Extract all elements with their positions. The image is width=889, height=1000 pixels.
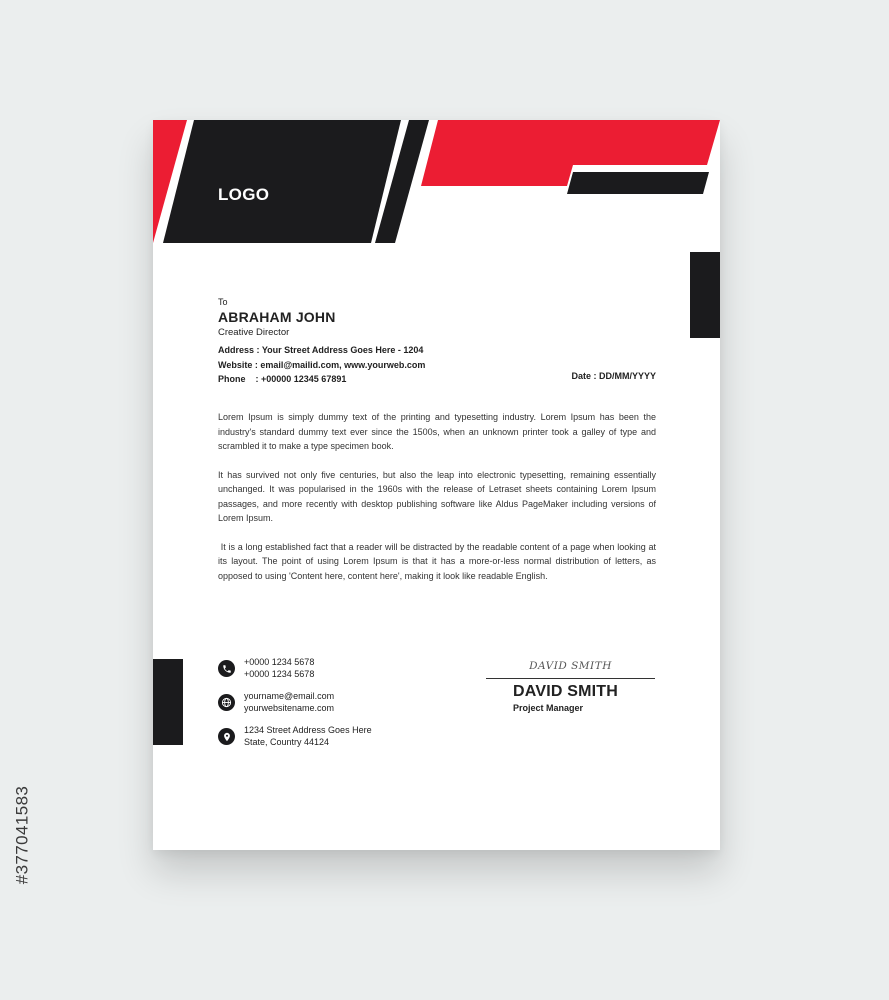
letter-body bbox=[218, 410, 659, 597]
contact-address-line: State, Country 44124 bbox=[244, 737, 330, 747]
phone-icon bbox=[218, 660, 235, 677]
body-paragraph: Lorem Ipsum is simply dummy text of the printing and typesetting industry. Lorem Ipsum has been the industry's standard dummy text ever since the 1500s, when an unknown printer took a galley of type and scrambled it to make a type specimen book. bbox=[218, 412, 656, 451]
recipient-block bbox=[218, 297, 425, 387]
recipient-phone: Phone : +00000 12345 67891 bbox=[218, 374, 347, 384]
stock-id-text: #377041583 bbox=[12, 785, 32, 885]
left-edge-bar bbox=[153, 659, 183, 745]
body-paragraph: It is a long established fact that a reader will be distracted by the readable content of a page when looking at its layout. The point of using Lorem Ipsum is that it has a more-or-less normal distribution of letters, as opposed to using 'Content here, content here', making it look like readable English. bbox=[218, 541, 659, 581]
location-pin-icon bbox=[218, 728, 235, 745]
logo: LOGO bbox=[218, 185, 270, 204]
recipient-website: Website : email@mailid.com, www.yourweb.com bbox=[218, 359, 426, 370]
header-dark-bar bbox=[567, 172, 709, 194]
signer-name: DAVID SMITH bbox=[513, 683, 619, 700]
contact-phone-line: +0000 1234 5678 bbox=[244, 657, 315, 667]
recipient-name: ABRAHAM JOHN bbox=[218, 309, 336, 325]
signature-block bbox=[486, 654, 655, 715]
contact-website: yourwebsitename.com bbox=[244, 703, 335, 713]
recipient-title: Creative Director bbox=[218, 327, 290, 338]
globe-icon bbox=[218, 694, 235, 711]
letterhead-page bbox=[153, 120, 720, 850]
stock-id bbox=[10, 765, 34, 905]
recipient-address: Address : Your Street Address Goes Here - 1204 bbox=[218, 345, 424, 355]
to-label: To bbox=[218, 297, 228, 307]
signature-line bbox=[486, 678, 655, 679]
handwritten-signature: DAVID SMITH bbox=[529, 660, 612, 672]
body-paragraph: It has survived not only five centuries, but also the leap into electronic typesetting, remaining essentially unchanged. It was popularised in the 1960s with the release of Letraset sheets containing Lorem Ipsum passages, and more recently with desktop publishing software like Aldus PageMaker including versions of Lorem Ipsum. bbox=[218, 469, 656, 523]
contact-email: yourname@email.com bbox=[244, 691, 335, 701]
contact-phone-line: +0000 1234 5678 bbox=[244, 669, 315, 679]
signer-role: Project Manager bbox=[513, 703, 584, 713]
letter-date: Date : DD/MM/YYYY bbox=[571, 371, 656, 381]
header-logo-block bbox=[163, 120, 401, 243]
contact-address-line: 1234 Street Address Goes Here bbox=[244, 725, 372, 735]
right-edge-bar bbox=[690, 252, 720, 338]
